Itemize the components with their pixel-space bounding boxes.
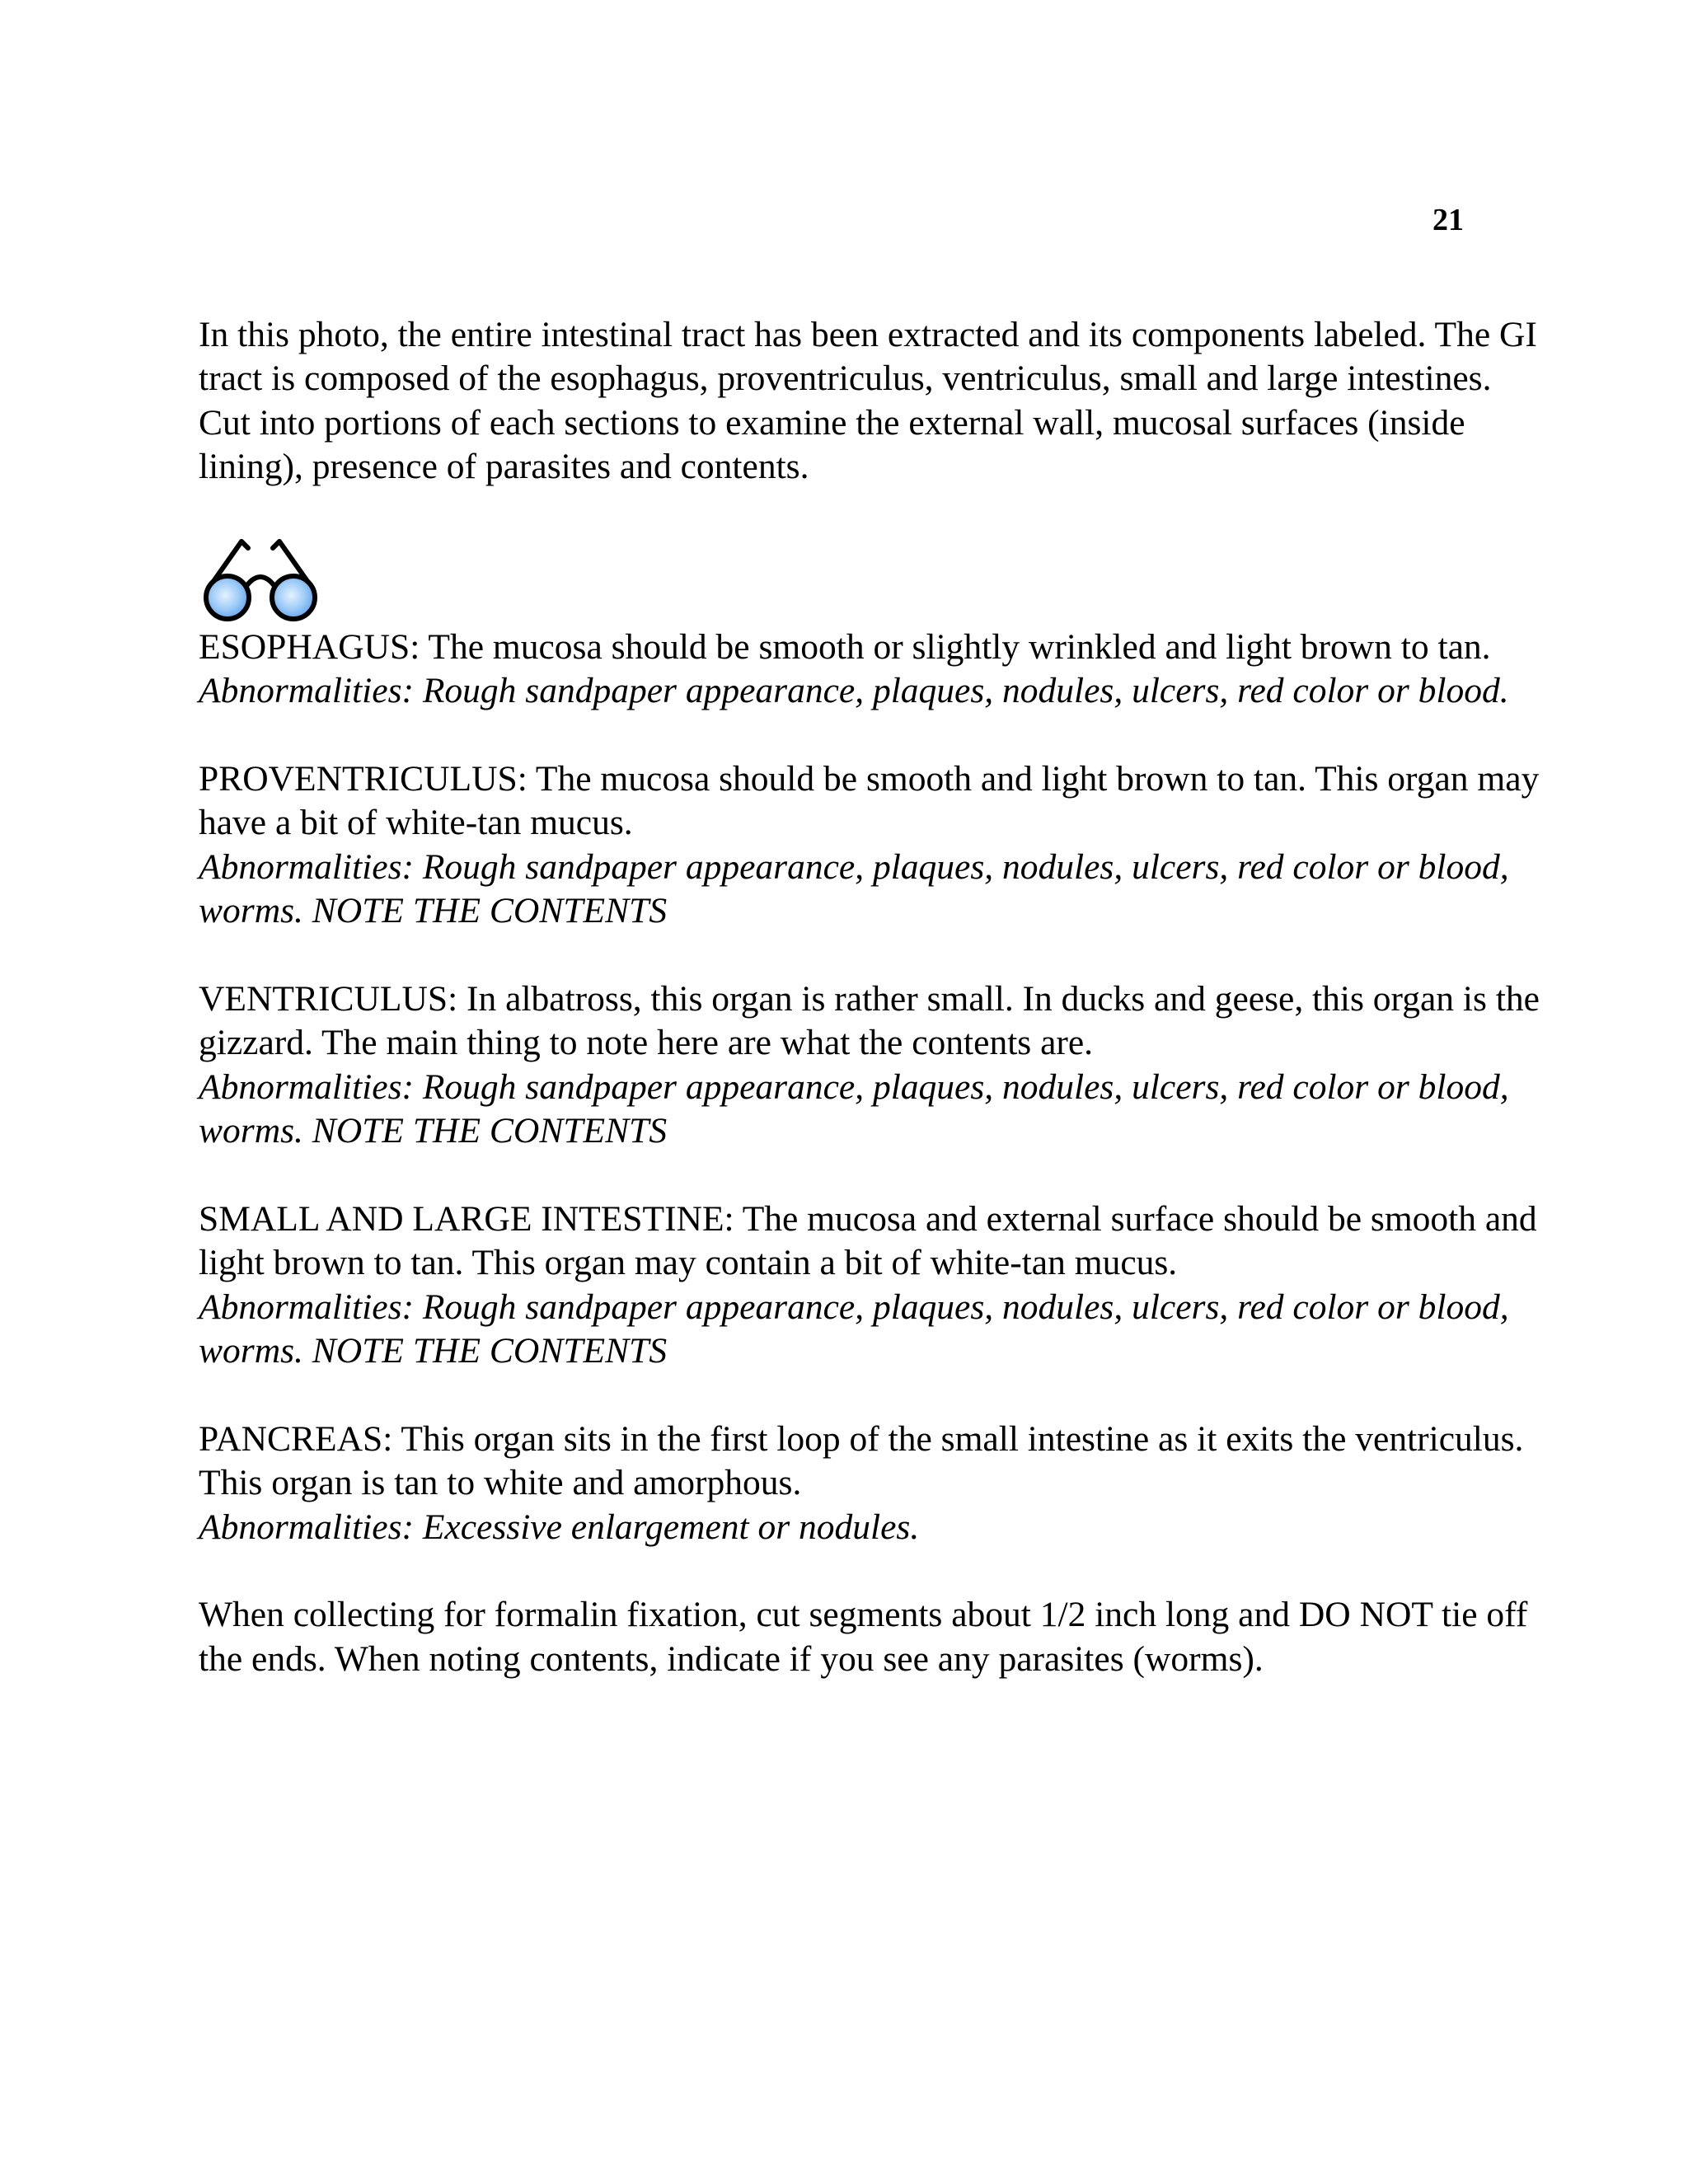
section-proventriculus [199, 757, 1550, 934]
intro-paragraph: In this photo, the entire intestinal tract has been extracted and its components labeled. The GI tract is composed of the esophagus, proventriculus, ventriculus, small and large intestines. Cut into portions of each sections to examine the external wall, mucosal surfaces (inside lining), presence of parasites and contents. [199, 315, 1537, 487]
section-text: PANCREAS: This organ sits in the first loop of the small intestine as it exits the ventriculus. This organ is tan to white and amorphous. [199, 1418, 1524, 1503]
section-ventriculus [199, 977, 1550, 1154]
document-body [199, 313, 1550, 1681]
section-text: VENTRICULUS: In albatross, this organ is rather small. In ducks and geese, this organ is the gizzard. The main thing to note here are what the contents are. [199, 978, 1540, 1063]
section-esophagus [199, 626, 1550, 714]
section-pancreas [199, 1418, 1550, 1549]
section-abnormalities: Abnormalities: Rough sandpaper appearance, plaques, nodules, ulcers, red color or blood, worms. NOTE THE CONTENTS [199, 846, 1509, 931]
section-text: ESOPHAGUS: The mucosa should be smooth or slightly wrinkled and light brown to tan. [199, 626, 1491, 667]
closing-paragraph: When collecting for formalin fixation, cut segments about 1/2 inch long and DO NOT tie off the ends. When noting contents, indicate if you see any parasites (worms). [199, 1595, 1528, 1679]
section-abnormalities: Abnormalities: Rough sandpaper appearance, plaques, nodules, ulcers, red color or blood, worms. NOTE THE CONTENTS [199, 1066, 1509, 1151]
eyeglasses-icon [199, 533, 331, 626]
section-small-large-intestine [199, 1197, 1550, 1374]
section-abnormalities: Abnormalities: Rough sandpaper appearance, plaques, nodules, ulcers, red color or blood. [199, 671, 1509, 711]
section-text: SMALL AND LARGE INTESTINE: The mucosa and external surface should be smooth and light brown to tan. This organ may contain a bit of white-tan mucus. [199, 1198, 1537, 1283]
section-abnormalities: Abnormalities: Rough sandpaper appearance, plaques, nodules, ulcers, red color or blood, worms. NOTE THE CONTENTS [199, 1286, 1509, 1371]
page-number: 21 [1432, 203, 1464, 237]
section-text: PROVENTRICULUS: The mucosa should be smooth and light brown to tan. This organ may have a bit of white-tan mucus. [199, 758, 1540, 843]
section-abnormalities: Abnormalities: Excessive enlargement or nodules. [199, 1507, 920, 1547]
